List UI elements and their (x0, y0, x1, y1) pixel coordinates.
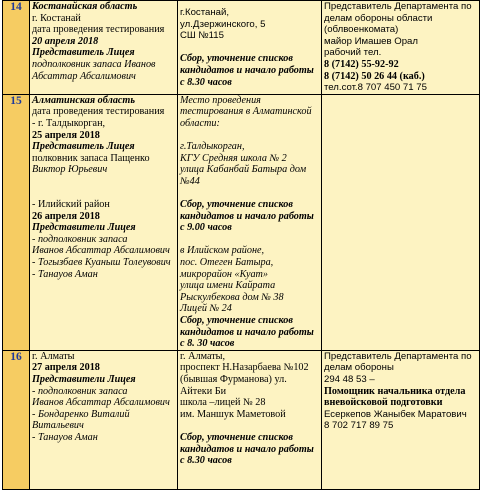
cell-line: Есеркепов Жаныбек Маратович (324, 408, 467, 420)
cell-line: КГУ Средняя школа № 2 (180, 152, 287, 164)
cell-line: Иванов Абсаттар Абсалимович (32, 245, 170, 257)
cell-line: СШ №115 (180, 30, 224, 42)
cell-line: - Бондаренко Виталий (32, 408, 130, 420)
place-cell (178, 1, 322, 95)
cell-line: им. Маншук Маметовой (180, 408, 286, 420)
cell-line: 26 апреля 2018 (32, 210, 100, 222)
cell-line: - Илийский район (32, 199, 110, 211)
cell-line: Сбор, уточнение списков (180, 53, 293, 65)
cell-line: - подполковник запаса (32, 385, 128, 397)
cell-line: 27 апреля 2018 (32, 362, 100, 374)
cell-line: Представители Лицея (32, 222, 136, 234)
cell-line: (облвоенкомата) (324, 24, 399, 36)
cell-line: подполковник запаса Иванов (32, 58, 156, 70)
cell-line: 20 апреля 2018 (32, 35, 99, 47)
cell-line: с 8. 30 часов (180, 338, 235, 350)
place-cell (178, 350, 322, 489)
cell-line: кандидатов и начало работы (180, 210, 314, 222)
cell-line: с 9.00 часов (180, 222, 232, 234)
cell-line: области: (180, 117, 220, 129)
cell-line (180, 234, 320, 246)
cell-line: улица имени Кайрата (180, 280, 276, 292)
cell-line: (бывшая Фурманова) ул. (180, 374, 287, 385)
cell-line: Лицей № 24 (180, 303, 232, 315)
cell-line: 8 (7142) 55-92-92 (324, 58, 399, 70)
cell-line: - г. Талдыкорган, (32, 117, 106, 129)
cell-line: майор Имашев Орал (324, 35, 418, 47)
cell-line: школа –лицей № 28 (180, 397, 266, 409)
cell-line (180, 42, 320, 54)
cell-line: Представители Лицея (32, 374, 136, 385)
cell-line: проспект Н.Назарбаева №102 (180, 362, 309, 374)
cell-line: кандидатов и начало работы (180, 64, 314, 76)
cell-line: Представитель Департамента по (324, 1, 472, 12)
region-cell (30, 350, 178, 489)
cell-line: кандидатов и начало работы (180, 443, 314, 455)
table-row (3, 1, 480, 95)
cell-line: с 8.30 часов (180, 455, 232, 467)
region-cell (30, 94, 178, 350)
cell-line: Сбор, уточнение списков (180, 199, 293, 211)
cell-line: ул.Дзержинского, 5 (180, 18, 266, 30)
cell-line: Витальевич (32, 420, 84, 432)
cell-line: Представитель Лицея (32, 141, 135, 153)
cell-line: кандидатов и начало работы (180, 326, 314, 338)
cell-line: Представитель Департамента по (324, 350, 472, 362)
cell-line: - Танауов Аман (32, 268, 98, 280)
cell-line: пос. Отеген Батыра, (180, 257, 274, 269)
row-number: 16 (3, 350, 30, 489)
cell-line: Костанайская область (32, 1, 138, 12)
cell-line: Место проведения (180, 94, 261, 106)
cell-line: №44 (180, 175, 200, 187)
cell-line: вневойсковой подготовки (324, 397, 443, 409)
cell-line (32, 188, 176, 200)
cell-line: г.Талдыкорган, (180, 141, 245, 153)
cell-line: полковник запаса Пащенко (32, 152, 150, 164)
cell-line: в Илийском районе, (180, 245, 265, 257)
row-number: 14 (3, 1, 30, 95)
schedule-table (2, 0, 480, 490)
cell-line: микрорайон «Куат» (180, 268, 269, 280)
cell-line: Помощник начальника отдела (324, 385, 466, 397)
cell-line: Иванов Абсаттар Абсалимович (32, 397, 170, 409)
cell-line: Сбор, уточнение списков (180, 315, 293, 327)
table-row (3, 94, 480, 350)
cell-line: 8 (7142) 50 26 44 (каб.) (324, 70, 425, 82)
cell-line: г.Костанай, (180, 7, 229, 18)
cell-line: Представитель Лицея (32, 47, 135, 59)
cell-line: рабочий тел. (324, 47, 382, 59)
cell-line: 25 апреля 2018 (32, 129, 100, 141)
contact-cell (322, 1, 480, 95)
cell-line: - Тогызбаев Куаныш Толеувович (32, 257, 171, 269)
cell-line: улица Кабанбай Батыра дом (180, 164, 307, 176)
table-row (3, 350, 480, 489)
cell-line: - подполковник запаса (32, 233, 128, 245)
row-number: 15 (3, 94, 30, 350)
cell-line: г. Алматы (32, 350, 75, 362)
cell-line: Алматинская область (32, 94, 136, 106)
cell-line: Абсаттар Абсалимович (32, 70, 136, 82)
cell-line: с 8.30 часов (180, 76, 232, 88)
contact-cell (322, 350, 480, 489)
cell-line: Сбор, уточнение списков (180, 431, 293, 443)
cell-line: 8 702 717 89 75 (324, 420, 394, 432)
cell-line: Айтеки Би (180, 385, 227, 397)
cell-line: г. Костанай (32, 12, 81, 24)
cell-line: дата проведения тестирования (32, 106, 165, 118)
cell-line: тестирования в Алматинской (180, 106, 312, 118)
cell-line (180, 420, 320, 432)
place-cell (178, 94, 322, 350)
cell-line: - Танауов Аман (32, 431, 98, 443)
cell-line: тел.сот.8 707 450 71 75 (324, 82, 427, 94)
region-cell (30, 1, 178, 95)
cell-line: г. Алматы, (180, 350, 226, 362)
cell-line: дата проведения тестирования (32, 24, 165, 36)
cell-line: 294 48 53 – (324, 374, 375, 385)
cell-line (180, 188, 320, 200)
cell-line: Рыскулбекова дом № 38 (180, 291, 284, 303)
contact-cell (322, 94, 480, 350)
cell-line (32, 176, 176, 188)
cell-line: делам обороны области (324, 12, 433, 24)
cell-line: делам обороны (324, 362, 394, 374)
cell-line (180, 130, 320, 142)
cell-line: Виктор Юрьевич (32, 164, 108, 176)
